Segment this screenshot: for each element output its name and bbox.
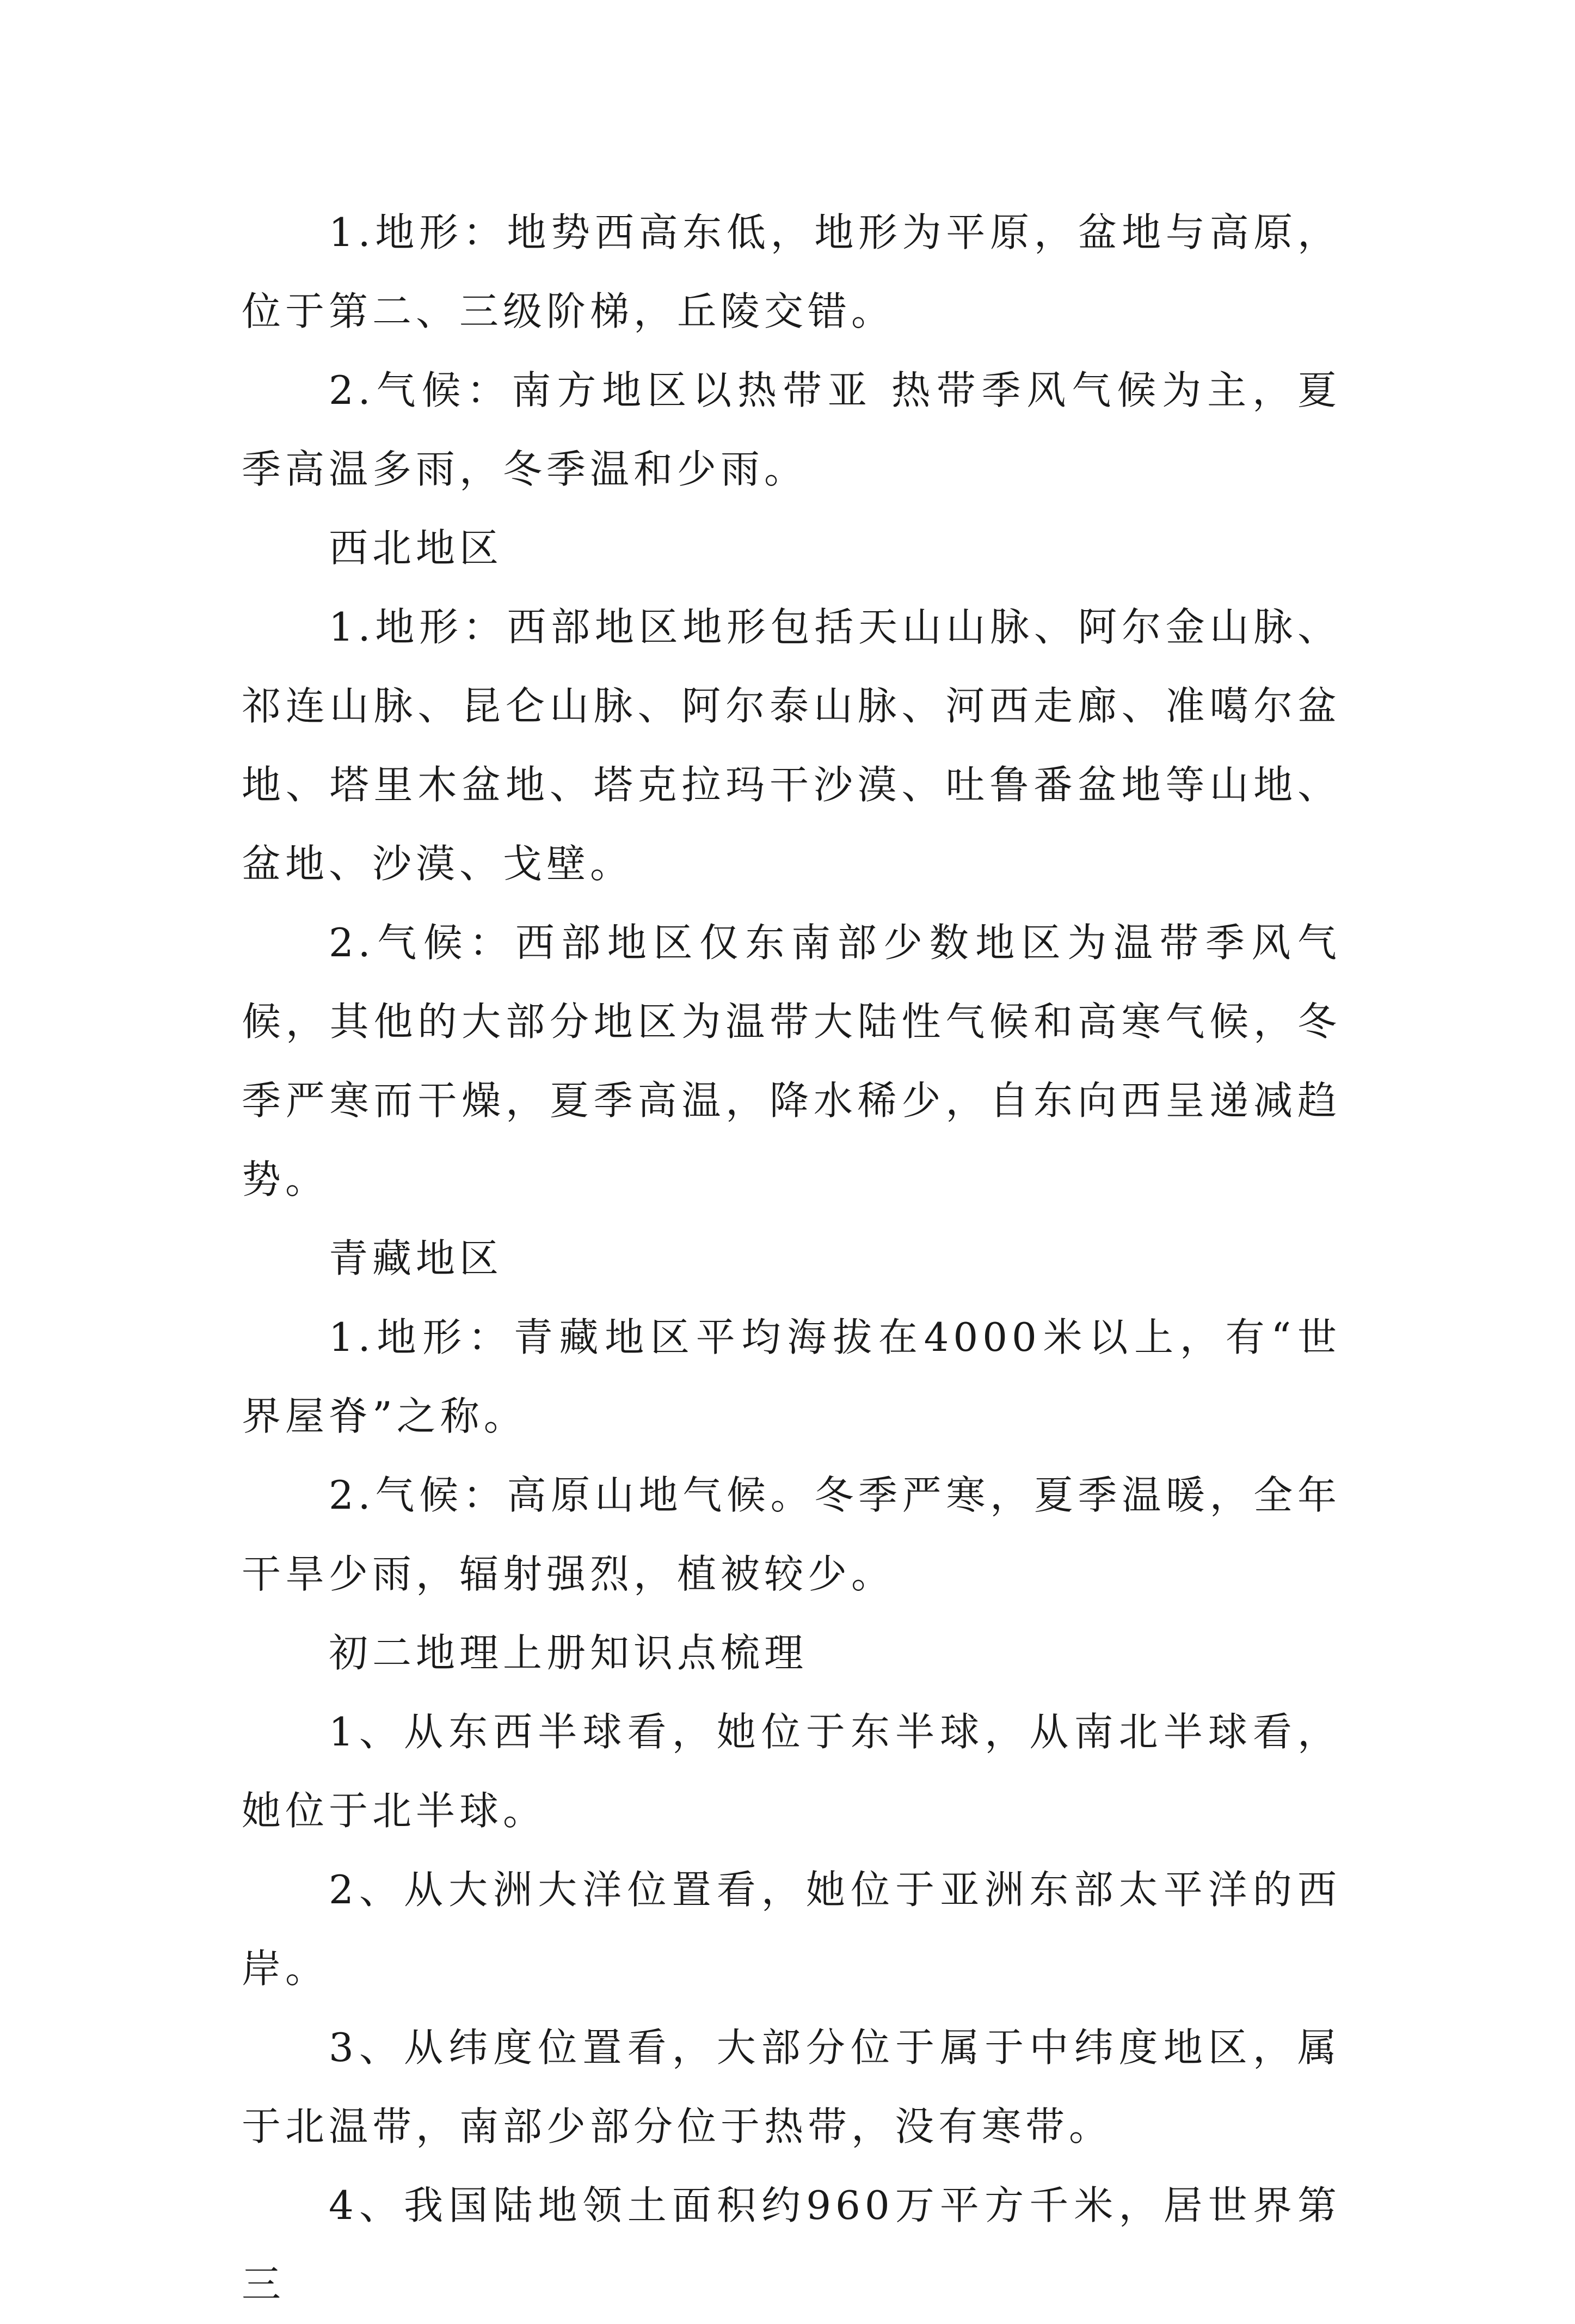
paragraph-qinghai-tibet-terrain: 1.地形：青藏地区平均海拔在4000米以上，有“世界屋脊”之称。 (242, 1314, 1341, 1439)
document-body (242, 193, 1341, 2324)
paragraph-hemisphere-position: 1、从东西半球看，她位于东半球，从南北半球看，她位于北半球。 (242, 1709, 1341, 1834)
heading-knowledge-summary: 初二地理上册知识点梳理 (329, 1630, 808, 1676)
paragraph-latitude-position: 3、从纬度位置看，大部分位于属于中纬度地区，属于北温带，南部少部分位于热带，没有寒带。 (242, 2025, 1341, 2149)
paragraph-qinghai-tibet-climate: 2.气候：高原山地气候。冬季严寒，夏季温暖，全年干旱少雨，辐射强烈，植被较少。 (242, 1472, 1341, 1597)
heading-qinghai-tibet-region: 青藏地区 (329, 1235, 503, 1281)
paragraph-northwest-terrain: 1.地形：西部地区地形包括天山山脉、阿尔金山脉、祁连山脉、昆仑山脉、阿尔泰山脉、河西走廊、准噶尔盆地、塔里木盆地、塔克拉玛干沙漠、吐鲁番盆地等山地、盆地、沙漠、戈壁。 (242, 604, 1341, 887)
heading-northwest-region: 西北地区 (329, 525, 503, 571)
paragraph-south-terrain: 1.地形：地势西高东低，地形为平原，盆地与高原，位于第二、三级阶梯，丘陵交错。 (242, 210, 1341, 334)
paragraph-south-climate: 2.气候：南方地区以热带亚 热带季风气候为主，夏季高温多雨，冬季温和少雨。 (242, 367, 1341, 492)
paragraph-northwest-climate: 2.气候：西部地区仅东南部少数地区为温带季风气候，其他的大部分地区为温带大陆性气候和高寒气候，冬季严寒而干燥，夏季高温，降水稀少，自东向西呈递减趋势。 (242, 920, 1341, 1202)
paragraph-land-area: 4、我国陆地领土面积约960万平方千米，居世界第三 (242, 2182, 1341, 2307)
paragraph-continent-ocean-position: 2、从大洲大洋位置看，她位于亚洲东部太平洋的西岸。 (242, 1867, 1341, 1991)
